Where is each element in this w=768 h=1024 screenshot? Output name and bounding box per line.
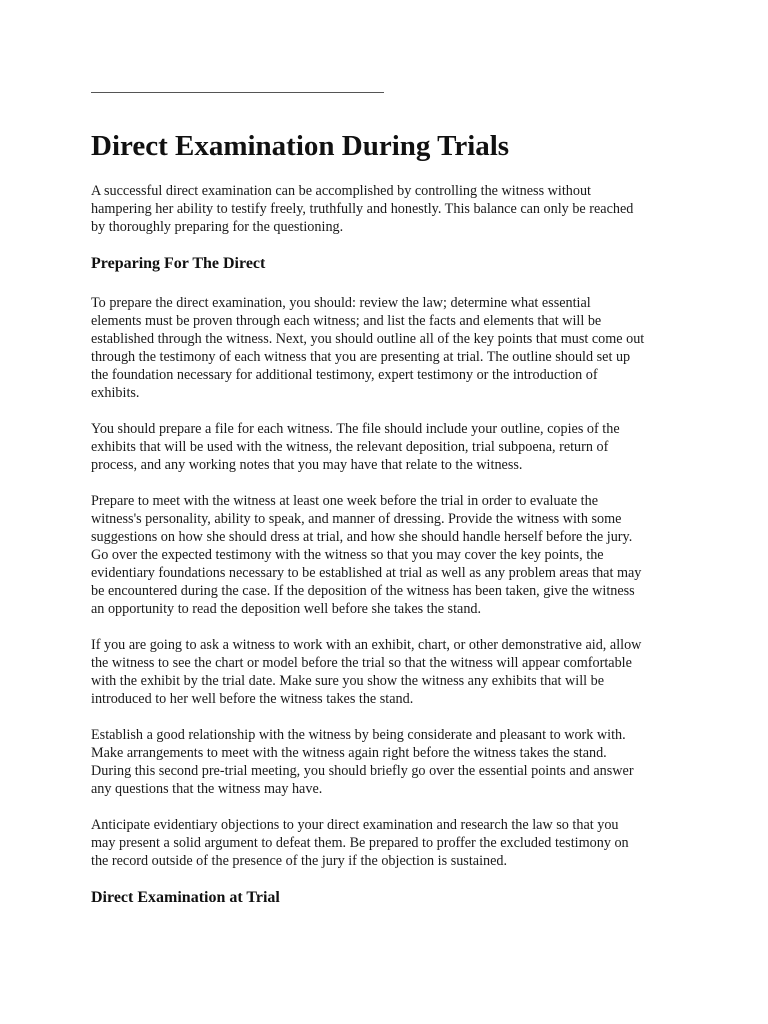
text-line: suggestions on how she should dress at trial, and how she should handle herself before the jury.	[91, 529, 633, 545]
paragraph-prepare-direct	[91, 294, 671, 402]
text-line: any questions that the witness may have.	[91, 781, 323, 797]
text-line: hampering her ability to testify freely, truthfully and honestly. This balance can only be reached	[91, 201, 634, 217]
text-line: be encountered during the case. If the deposition of the witness has been taken, give the witness	[91, 583, 635, 599]
text-line: exhibits that will be used with the witness, the relevant deposition, trial subpoena, return of	[91, 439, 609, 455]
text-line: During this second pre-trial meeting, you should briefly go over the essential points and answer	[91, 763, 634, 779]
text-line: To prepare the direct examination, you should: review the law; determine what essential	[91, 295, 591, 311]
text-line: by thoroughly preparing for the questioning.	[91, 219, 344, 235]
paragraph-relationship	[91, 726, 671, 798]
text-line: A successful direct examination can be accomplished by controlling the witness without	[91, 183, 591, 199]
text-line: process, and any working notes that you may have that relate to the witness.	[91, 457, 523, 473]
paragraph-meet-witness	[91, 492, 671, 618]
intro-paragraph	[91, 182, 671, 236]
section-heading-preparing: Preparing For The Direct	[91, 255, 266, 272]
text-line: an opportunity to read the deposition well before she takes the stand.	[91, 601, 482, 617]
document-body	[91, 182, 671, 928]
text-line: Establish a good relationship with the witness by being considerate and pleasant to work with.	[91, 727, 626, 743]
paragraph-witness-file	[91, 420, 671, 474]
text-line: evidentiary foundations necessary to be established at trial as well as any problem areas that may	[91, 565, 642, 581]
text-line: Prepare to meet with the witness at least one week before the trial in order to evaluate the	[91, 493, 599, 509]
text-line: Make arrangements to meet with the witness again right before the witness takes the stand.	[91, 745, 607, 761]
text-line: Go over the expected testimony with the witness so that you may cover the key points, the	[91, 547, 604, 563]
text-line: If you are going to ask a witness to work with an exhibit, chart, or other demonstrative aid, allow	[91, 637, 642, 653]
text-line: established through the witness. Next, you should outline all of the key points that must come out	[91, 331, 645, 347]
paragraph-objections	[91, 816, 671, 870]
text-line: the record outside of the presence of the jury if the objection is sustained.	[91, 853, 508, 869]
document-title: Direct Examination During Trials	[91, 130, 510, 162]
text-line: exhibits.	[91, 385, 140, 401]
section-heading-at-trial: Direct Examination at Trial	[91, 889, 280, 906]
paragraph-exhibits	[91, 636, 671, 708]
horizontal-rule	[91, 92, 384, 93]
text-line: Anticipate evidentiary objections to your direct examination and research the law so that you	[91, 817, 619, 833]
text-line: elements must be proven through each witness; and list the facts and elements that will be	[91, 313, 602, 329]
text-line: through the testimony of each witness that you are presenting at trial. The outline should set up	[91, 349, 631, 365]
text-line: witness's personality, ability to speak, and manner of dressing. Provide the witness with some	[91, 511, 622, 527]
text-line: the foundation necessary for additional testimony, expert testimony or the introduction of	[91, 367, 598, 383]
text-line: with the exhibit by the trial date. Make sure you show the witness any exhibits that will be	[91, 673, 605, 689]
text-line: introduced to her well before the witness takes the stand.	[91, 691, 414, 707]
text-line: may present a solid argument to defeat them. Be prepared to proffer the excluded testimony on	[91, 835, 629, 851]
text-line: the witness to see the chart or model before the trial so that the witness will appear comfortable	[91, 655, 632, 671]
text-line: You should prepare a file for each witness. The file should include your outline, copies of the	[91, 421, 620, 437]
